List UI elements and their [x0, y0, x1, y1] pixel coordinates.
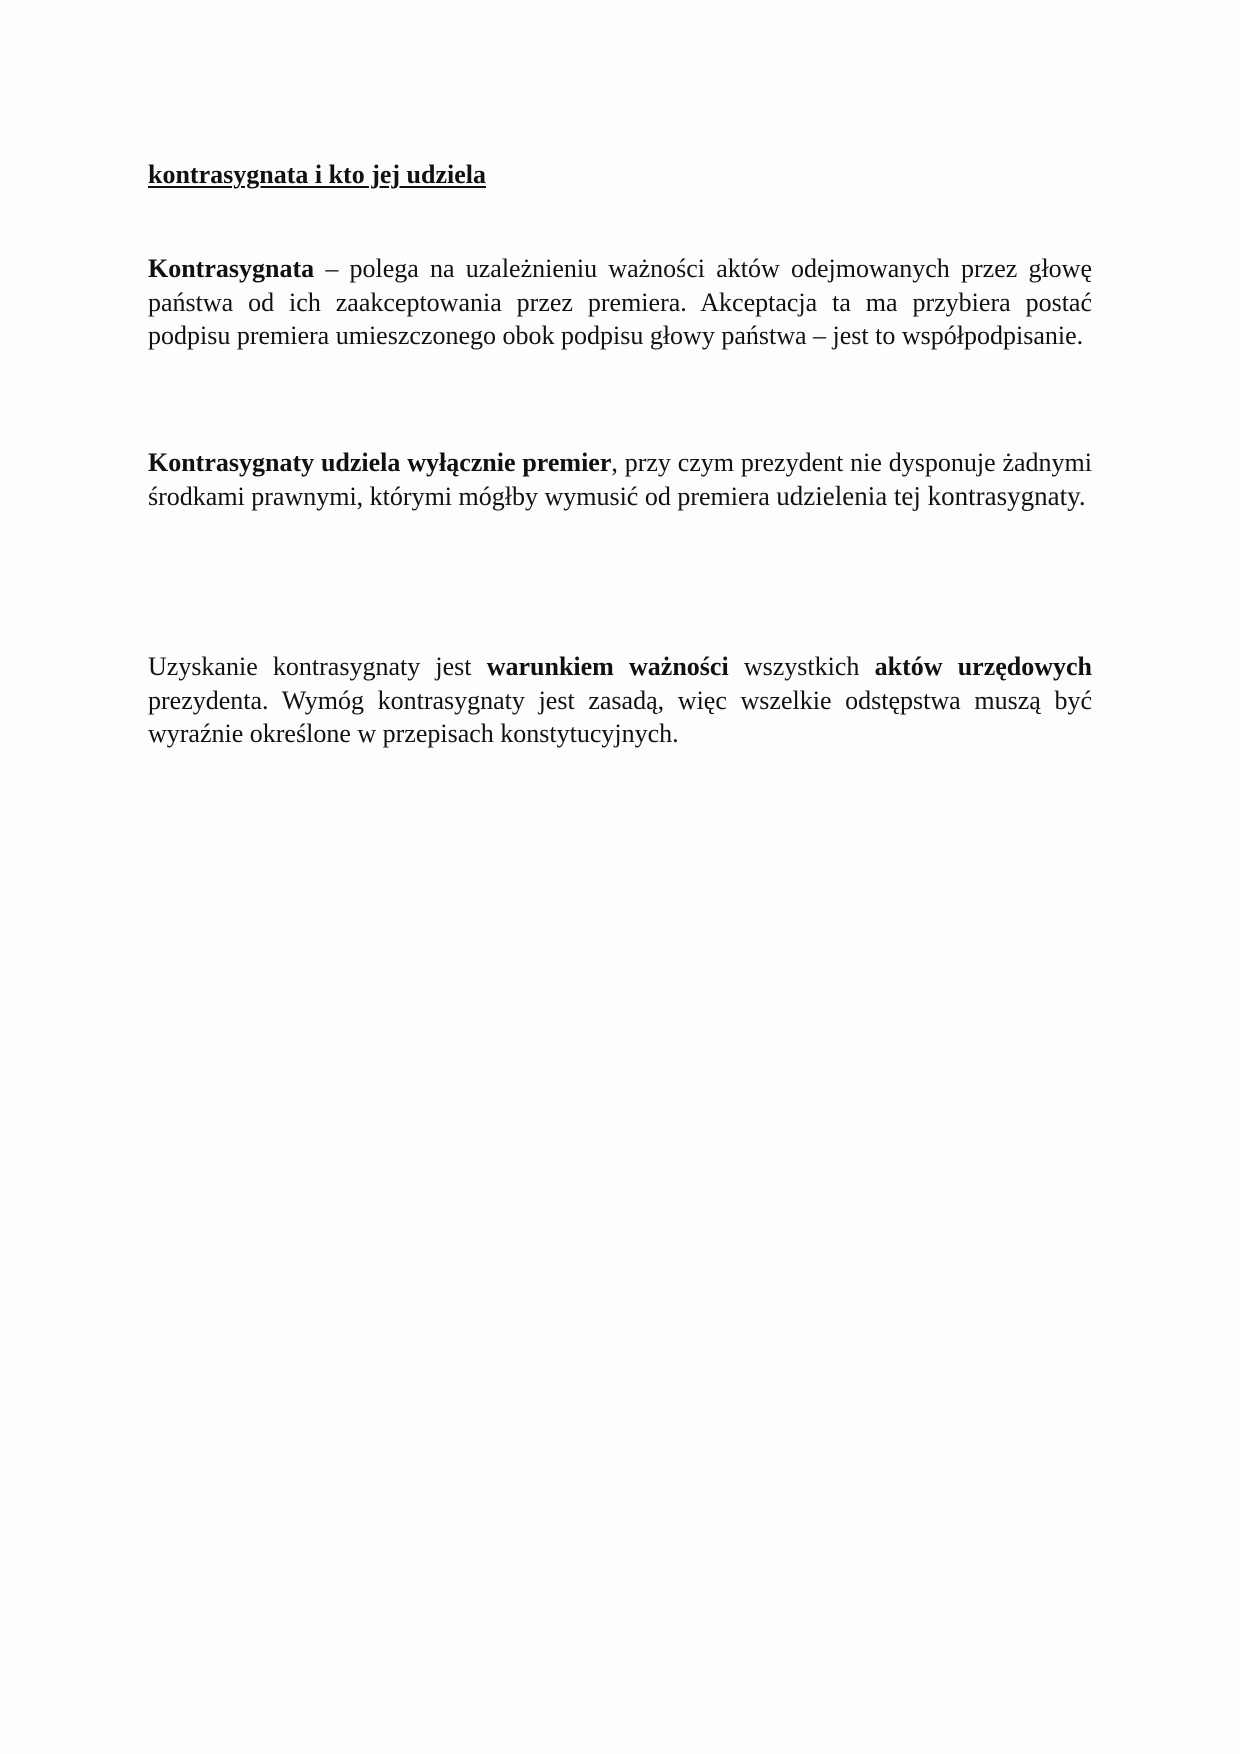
bold-who-grants: Kontrasygnaty udziela wyłącznie premier [148, 448, 612, 477]
validity-text-2: wszystkich [728, 652, 875, 681]
who-grants-ending: udzielenia tej kontrasygnaty. [776, 480, 1086, 511]
paragraph-validity-condition [148, 650, 1092, 751]
bold-validity-condition: warunkiem ważności [486, 652, 729, 681]
who-grants-text: , przy czym prezydent nie dysponuje żadnymi środkami prawnymi, którymi mógłby wymusić od premiera [148, 448, 1092, 511]
paragraph-definition [148, 252, 1092, 353]
definition-text: – polega na uzależnieniu ważności aktów odejmowanych przez głowę państwa od ich zaakceptowania przez premiera. Akceptacja ta ma przybiera postać podpisu premiera umieszczonego obok podpisu głowy państwa – jest to współpodpisanie. [148, 254, 1092, 350]
paragraph-who-grants [148, 446, 1092, 513]
term-kontrasygnata: Kontrasygnata [148, 254, 315, 283]
bold-official-acts: aktów urzędowych [874, 652, 1093, 681]
document-title: kontrasygnata i kto jej udziela [148, 160, 486, 189]
validity-text-3: prezydenta. Wymóg kontrasygnaty jest zasadą, więc wszelkie odstępstwa muszą być wyraźnie określone w przepisach konstytucyjnych. [148, 685, 1092, 748]
validity-text-1: Uzyskanie kontrasygnaty jest [148, 652, 487, 681]
